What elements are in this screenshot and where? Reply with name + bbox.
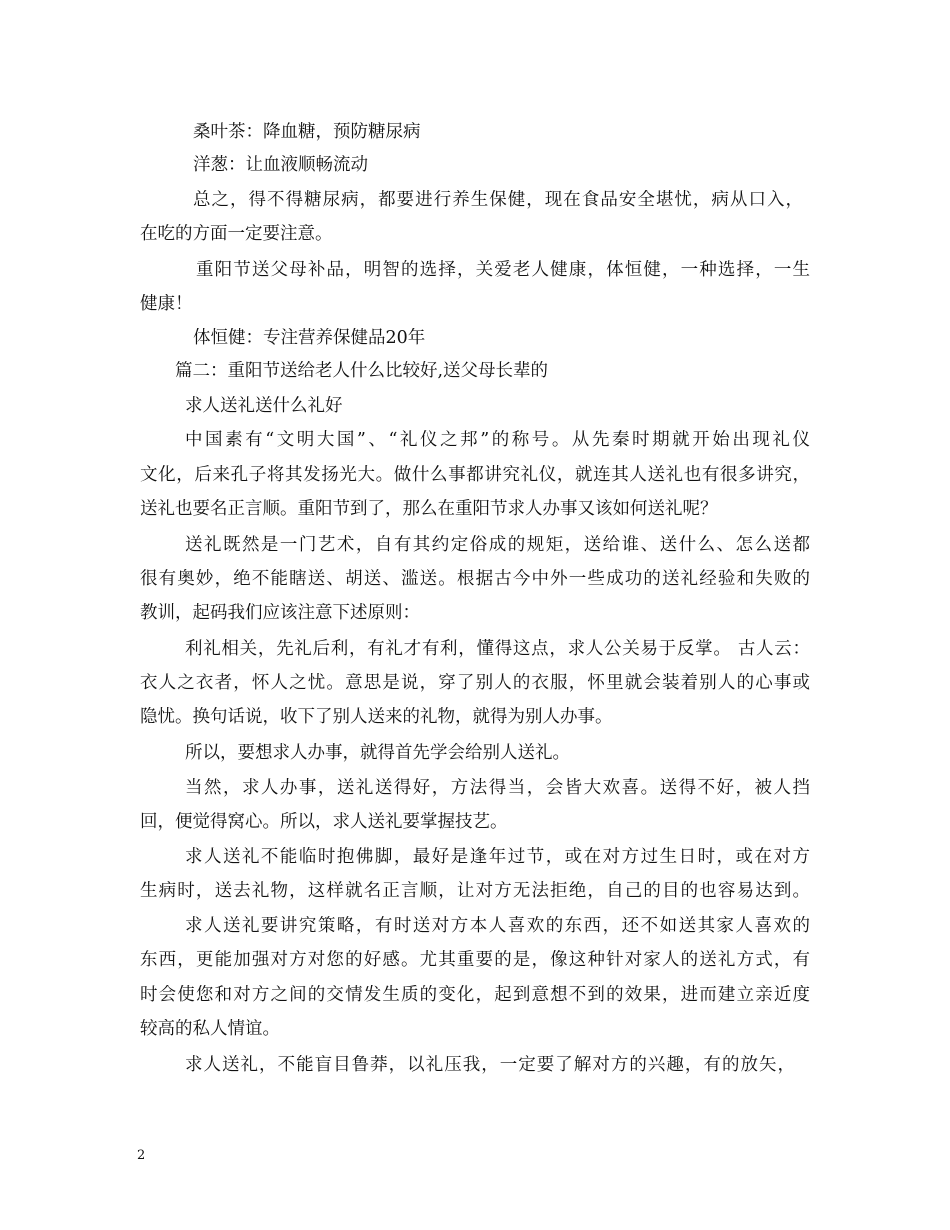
text-line: 当然，求人办事，送礼送得好，方法得当，会皆大欢喜。送得不好，被人挡 <box>185 778 810 798</box>
section-heading: 篇二：重阳节送给老人什么比较好,送父母长辈的 <box>175 361 549 381</box>
text-line: 回，便觉得窝心。所以，求人送礼要掌握技艺。 <box>140 812 508 832</box>
text-line: 桑叶茶：降血糖，预防糖尿病 <box>193 122 421 142</box>
text-line: 求人送礼，不能盲目鲁莽，以礼压我，一定要了解对方的兴趣，有的放矢， <box>185 1055 795 1075</box>
text-line: 求人送礼不能临时抱佛脚，最好是逢年过节，或在对方过生日时，或在对方 <box>185 847 810 867</box>
text-line: 利礼相关，先礼后利，有礼才有利，懂得这点，求人公关易于反掌。 古人云： <box>185 639 810 659</box>
text-line: 生病时，送去礼物，这样就名正言顺，让对方无法拒绝，自己的目的也容易达到。 <box>140 881 810 901</box>
text-line: 送礼也要名正言顺。重阳节到了，那么在重阳节求人办事又该如何送礼呢？ <box>140 499 718 519</box>
text-line: 总之，得不得糖尿病，都要进行养生保健，现在食品安全堪忧，病从口入， <box>193 190 803 210</box>
text-line: 健康！ <box>140 294 193 314</box>
text-line: 体恒健：专注营养保健品20年 <box>193 328 426 348</box>
text-line: 重阳节送父母补品，明智的选择，关爱老人健康，体恒健，一种选择，一生 <box>196 260 810 280</box>
text-line: 在吃的方面一定要注意。 <box>140 224 333 244</box>
text-line: 送礼既然是一门艺术，自有其约定俗成的规矩，送给谁、送什么、怎么送都 <box>185 535 810 555</box>
text-line: 东西，更能加强对方对您的好感。尤其重要的是，像这种针对家人的送礼方式，有 <box>140 950 810 970</box>
text-line: 很有奥妙，绝不能瞎送、胡送、滥送。根据古今中外一些成功的送礼经验和失败的 <box>140 569 810 589</box>
text-line: 洋葱：让血液顺畅流动 <box>193 155 368 175</box>
text-line: 隐忧。换句话说，收下了别人送来的礼物，就得为别人办事。 <box>140 707 613 727</box>
text-line: 求人送礼要讲究策略，有时送对方本人喜欢的东西，还不如送其家人喜欢的 <box>185 916 810 936</box>
subheading: 求人送礼送什么礼好 <box>185 396 343 416</box>
text-line: 时会使您和对方之间的交情发生质的变化，起到意想不到的效果，进而建立亲近度 <box>140 985 810 1005</box>
text-line: 中国素有“文明大国”、“礼仪之邦”的称号。从先秦时期就开始出现礼仪 <box>185 430 810 450</box>
page-number: 2 <box>137 1148 146 1163</box>
text-line: 所以，要想求人办事，就得首先学会给别人送礼。 <box>185 743 570 763</box>
text-line: 较高的私人情谊。 <box>140 1019 280 1039</box>
text-line: 衣人之衣者，怀人之忧。意思是说，穿了别人的衣服，怀里就会装着别人的心事或 <box>140 673 810 693</box>
text-line: 文化，后来孔子将其发扬光大。做什么事都讲究礼仪，就连其人送礼也有很多讲究， <box>140 465 810 485</box>
text-line: 教训，起码我们应该注意下述原则： <box>140 603 420 623</box>
